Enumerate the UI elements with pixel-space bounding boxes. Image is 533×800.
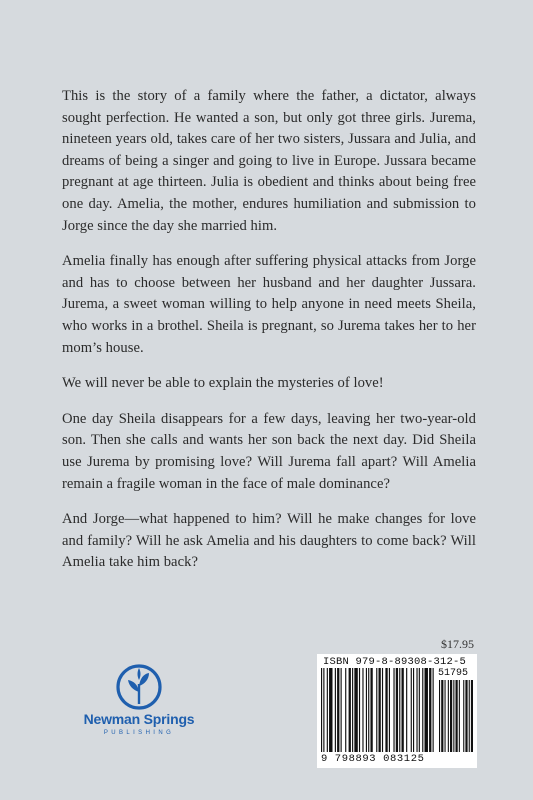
- barcode-addon-number: 51795: [438, 668, 469, 679]
- blurb-paragraph-3: We will never be able to explain the mysteries of love!: [62, 375, 384, 392]
- blurb-paragraph-1: This is the story of a family where the father, a dictator, always sought perfection. He wanted a son, but only got three girls. Jurema, nineteen years old, takes care of her two sisters, Jussara and Julia, and dreams of being a singer and going to live in Europe. Jussara became pregnant at age thirteen. Julia is obedient and thinks about being free one day. Amelia, the mother, endures humiliation and submission to Jorge since the day she married him.: [62, 88, 476, 234]
- isbn-barcode: [317, 654, 477, 768]
- blurb-paragraph-2: Amelia finally has enough after suffering physical attacks from Jorge and has to choose between her husband and her daughter Jussara. Jurema, a sweet woman willing to help anyone in need meets Sheila, who works in a brothel. Sheila is pregnant, so Jurema takes her to her mom’s house.: [62, 253, 476, 356]
- barcode-bars: [321, 668, 473, 752]
- publisher-subtitle: PUBLISHING: [103, 730, 175, 736]
- book-blurb: [62, 86, 476, 588]
- price-label: $17.95: [441, 637, 474, 651]
- barcode-ean-number: 9 798893 083125: [321, 753, 425, 765]
- blurb-paragraph-5: And Jorge—what happened to him? Will he make changes for love and family? Will he ask Amelia and his daughters to come back? Will Amelia take him back?: [62, 511, 476, 571]
- publisher-name: Newman Springs: [83, 711, 195, 727]
- isbn-label: ISBN 979-8-89308-312-5: [323, 656, 467, 668]
- blurb-paragraph-4: One day Sheila disappears for a few days, leaving her two-year-old son. Then she calls and wants her son back the next day. Did Sheila use Jurema by promising love? Will Jurema fall apart? Will Amelia remain a fragile woman in the face of male dominance?: [62, 410, 476, 492]
